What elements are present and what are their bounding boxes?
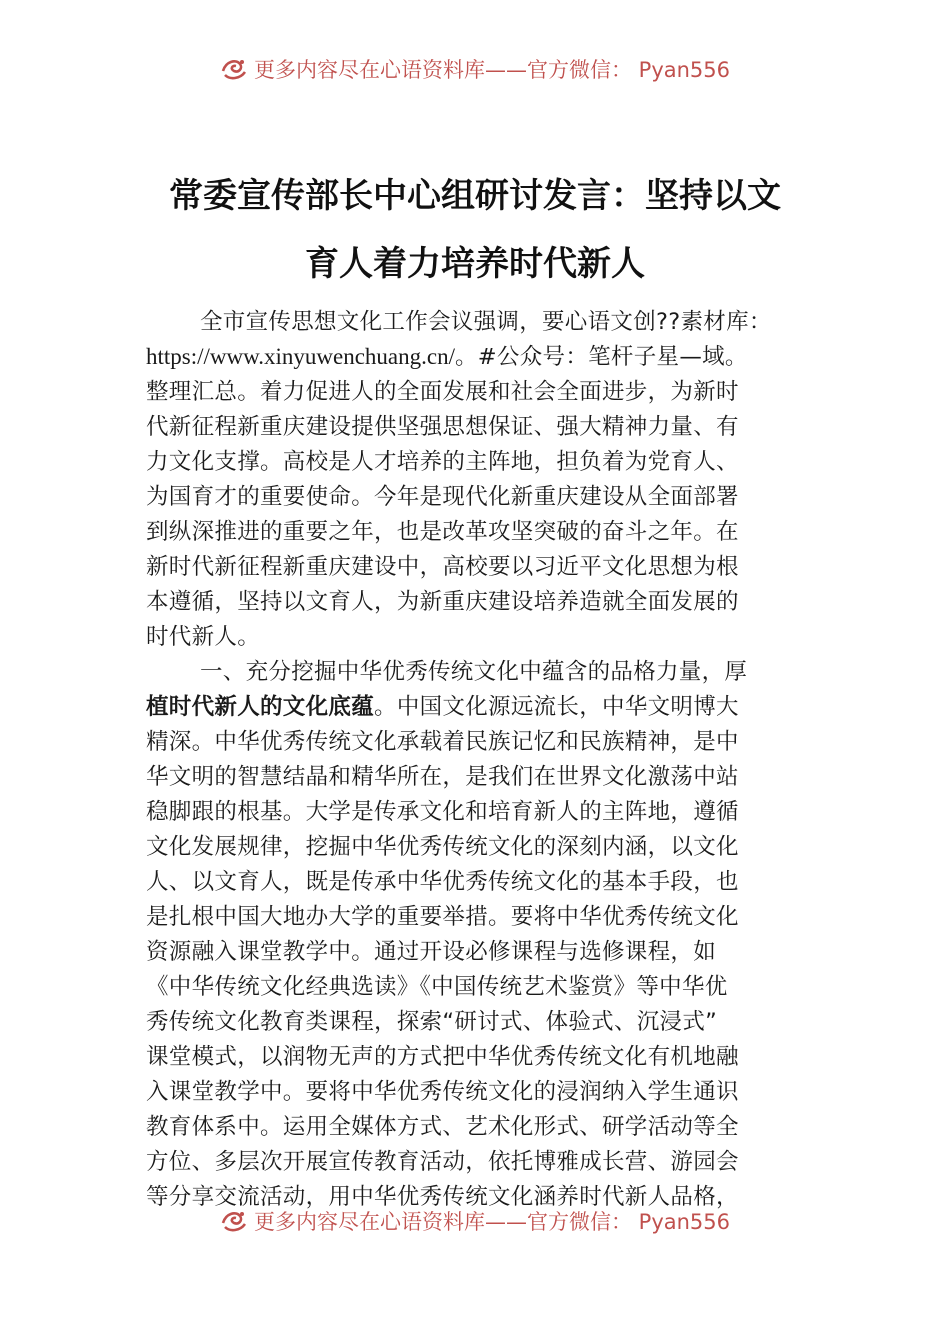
paragraph-2-line: 秀传统文化教育类课程，探索“研讨式、体验式、沉浸式” (146, 1009, 718, 1035)
section-heading-line: 一、充分挖掘中华优秀传统文化中蕴含的品格力量，厚 (200, 659, 748, 685)
section-heading-text: 植时代新人的文化底蕴 (146, 694, 375, 720)
header-banner-text: 更多内容尽在心语资料库——官方微信： Pyan556 (253, 58, 731, 82)
paragraph-1-line: 整理汇总。着力促进人的全面发展和社会全面进步，为新时 (146, 379, 739, 405)
document-title-line-2: 育人着力培养时代新人 (305, 244, 645, 284)
paragraph-1-line: 到纵深推进的重要之年，也是改革攻坚突破的奋斗之年。在 (146, 519, 739, 545)
paragraph-2-line: 是扎根中国大地办大学的重要举措。要将中华优秀传统文化 (146, 904, 739, 930)
header-watermark-banner (0, 54, 950, 84)
footer-watermark-banner (0, 1206, 950, 1236)
paragraph-1-line (146, 340, 810, 374)
dragon-logo-icon (220, 1209, 248, 1233)
paragraph-2-line: 课堂模式，以润物无声的方式把中华优秀传统文化有机地融 (146, 1044, 739, 1070)
paragraph-1-line: 代新征程新重庆建设提供坚强思想保证、强大精神力量、有 (146, 414, 739, 440)
paragraph-2-line: 入课堂教学中。要将中华优秀传统文化的浸润纳入学生通识 (146, 1079, 739, 1105)
paragraph-2-line: 华文明的智慧结晶和精华所在，是我们在世界文化激荡中站 (146, 764, 739, 790)
paragraph-1-line: 时代新人。 (146, 624, 261, 650)
paragraph-1-line: 全市宣传思想文化工作会议强调，要心语文创??素材库： (200, 309, 772, 335)
paragraph-2-line: 文化发展规律，挖掘中华优秀传统文化的深刻内涵，以文化 (146, 834, 739, 860)
document-title-line-1: 常委宣传部长中心组研讨发言：坚持以文 (169, 176, 781, 216)
paragraph-1-line: 新时代新征程新重庆建设中，高校要以习近平文化思想为根 (146, 554, 739, 580)
paragraph-2-line: 精深。中华优秀传统文化承载着民族记忆和民族精神，是中 (146, 729, 739, 755)
paragraph-2-line (146, 690, 810, 724)
website-url: https://www.xinyuwenchuang.cn/ (146, 344, 455, 369)
paragraph-2-line: 方位、多层次开展宣传教育活动，依托博雅成长营、游园会 (146, 1149, 739, 1175)
footer-banner-text: 更多内容尽在心语资料库——官方微信： Pyan556 (253, 1210, 731, 1234)
paragraph-1-text: 。#公众号：笔杆子星—域。 (454, 344, 748, 370)
dragon-logo-icon (220, 57, 248, 81)
paragraph-2-text: 。中国文化源远流长，中华文明博大 (374, 694, 739, 720)
paragraph-1-line: 力文化支撑。高校是人才培养的主阵地，担负着为党育人、 (146, 449, 739, 475)
paragraph-2-line: 稳脚跟的根基。大学是传承文化和培育新人的主阵地，遵循 (146, 799, 739, 825)
paragraph-2-line: 人、以文育人，既是传承中华优秀传统文化的基本手段，也 (146, 869, 739, 895)
paragraph-1-line: 本遵循，坚持以文育人，为新重庆建设培养造就全面发展的 (146, 589, 739, 615)
paragraph-2-line: 资源融入课堂教学中。通过开设必修课程与选修课程，如 (146, 939, 717, 965)
paragraph-2-line: 等分享交流活动，用中华优秀传统文化涵养时代新人品格， (146, 1184, 739, 1210)
paragraph-1-line: 为国育才的重要使命。今年是现代化新重庆建设从全面部署 (146, 484, 739, 510)
paragraph-2-line: 教育体系中。运用全媒体方式、艺术化形式、研学活动等全 (146, 1114, 739, 1140)
paragraph-2-line: 《中华传统文化经典选读》《中国传统艺术鉴赏》等中华优 (146, 974, 728, 1000)
